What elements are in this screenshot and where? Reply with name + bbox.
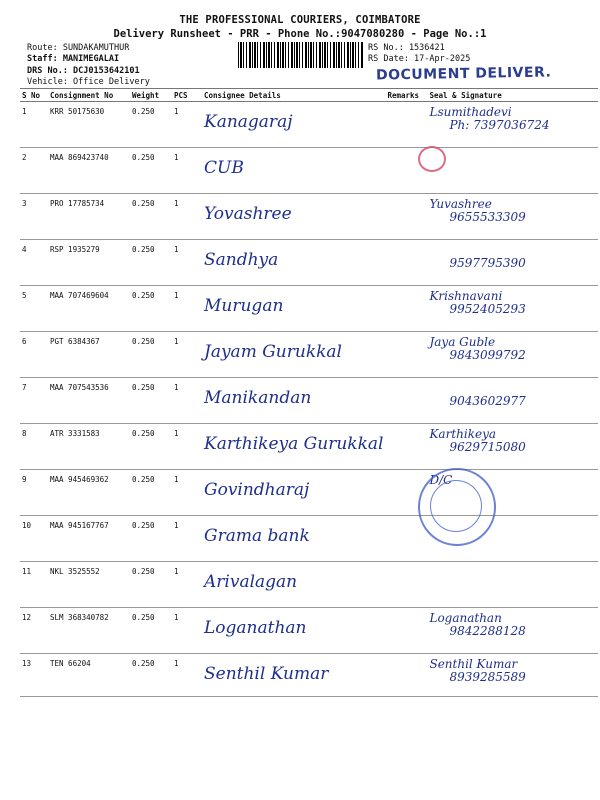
table-row bbox=[20, 562, 598, 608]
remarks-cell bbox=[385, 654, 427, 697]
pieces-count: 1 bbox=[172, 194, 202, 240]
col-seal-signature-header: Seal & Signature bbox=[427, 89, 598, 102]
serial-number: 7 bbox=[20, 378, 48, 424]
seal-signature-cell: Lsumithadevi Ph: 7397036724 bbox=[427, 102, 598, 148]
consignee-signature: Jayam Gurukkal bbox=[202, 332, 385, 378]
seal-signature-cell bbox=[427, 562, 598, 608]
seal-signature-cell: Jaya Guble 9843099792 bbox=[427, 332, 598, 378]
seal-signature-cell: 9043602977 bbox=[427, 378, 598, 424]
table-row bbox=[20, 240, 598, 286]
table-row bbox=[20, 194, 598, 240]
consignee-signature: Sandhya bbox=[202, 240, 385, 286]
consignee-signature: Grama bank bbox=[202, 516, 385, 562]
consignment-number: KRR 50175630 bbox=[48, 102, 130, 148]
consignment-number: MAA 945469362 bbox=[48, 470, 130, 516]
serial-number: 12 bbox=[20, 608, 48, 654]
table-row bbox=[20, 102, 598, 148]
document-delivered-stamp: DOCUMENT DELIVER. bbox=[375, 64, 552, 84]
consignment-number: PGT 6384367 bbox=[48, 332, 130, 378]
signature-scribble bbox=[418, 146, 446, 172]
round-seal-stamp bbox=[418, 468, 496, 546]
remarks-cell bbox=[385, 332, 427, 378]
pieces-count: 1 bbox=[172, 608, 202, 654]
weight-value: 0.250 bbox=[130, 608, 172, 654]
table-body bbox=[20, 102, 598, 697]
seal-signature-cell: Krishnavani 9952405293 bbox=[427, 286, 598, 332]
consignee-signature: Senthil Kumar bbox=[202, 654, 385, 697]
seal-signature-cell: 9597795390 bbox=[427, 240, 598, 286]
weight-value: 0.250 bbox=[130, 424, 172, 470]
consignee-signature: Murugan bbox=[202, 286, 385, 332]
seal-signature-cell: Loganathan 9842288128 bbox=[427, 608, 598, 654]
pieces-count: 1 bbox=[172, 148, 202, 194]
serial-number: 6 bbox=[20, 332, 48, 378]
weight-value: 0.250 bbox=[130, 332, 172, 378]
pieces-count: 1 bbox=[172, 516, 202, 562]
col-pcs-header: PCS bbox=[172, 89, 202, 102]
consignee-signature: CUB bbox=[202, 148, 385, 194]
weight-value: 0.250 bbox=[130, 286, 172, 332]
remarks-cell bbox=[385, 608, 427, 654]
consignment-number: ATR 3331583 bbox=[48, 424, 130, 470]
staff-label: Staff: MANIMEGALAI bbox=[27, 54, 120, 64]
runsheet-table bbox=[20, 88, 598, 697]
weight-value: 0.250 bbox=[130, 470, 172, 516]
serial-number: 1 bbox=[20, 102, 48, 148]
serial-number: 13 bbox=[20, 654, 48, 697]
seal-signature-cell: Senthil Kumar 8939285589 bbox=[427, 654, 598, 697]
barcode bbox=[238, 42, 363, 68]
consignee-signature: Yovashree bbox=[202, 194, 385, 240]
remarks-cell bbox=[385, 240, 427, 286]
remarks-cell bbox=[385, 562, 427, 608]
table-row bbox=[20, 332, 598, 378]
table-row bbox=[20, 654, 598, 697]
consignee-signature: Loganathan bbox=[202, 608, 385, 654]
consignment-number: MAA 945167767 bbox=[48, 516, 130, 562]
company-title: THE PROFESSIONAL COURIERS, COIMBATORE bbox=[179, 14, 421, 26]
rs-number: RS No.: 1536421 bbox=[368, 43, 445, 53]
consignee-signature: Govindharaj bbox=[202, 470, 385, 516]
weight-value: 0.250 bbox=[130, 378, 172, 424]
remarks-cell bbox=[385, 286, 427, 332]
table-row bbox=[20, 608, 598, 654]
weight-value: 0.250 bbox=[130, 240, 172, 286]
table-row bbox=[20, 424, 598, 470]
remarks-cell bbox=[385, 378, 427, 424]
pieces-count: 1 bbox=[172, 286, 202, 332]
pieces-count: 1 bbox=[172, 378, 202, 424]
serial-number: 4 bbox=[20, 240, 48, 286]
consignment-number: MAA 869423740 bbox=[48, 148, 130, 194]
route-label: Route: SUNDAKAMUTHUR bbox=[27, 43, 130, 53]
pieces-count: 1 bbox=[172, 654, 202, 697]
weight-value: 0.250 bbox=[130, 194, 172, 240]
remarks-cell bbox=[385, 102, 427, 148]
drs-number: DRS No.: DCJ0153642101 bbox=[27, 66, 140, 76]
consignment-number: PRO 17785734 bbox=[48, 194, 130, 240]
table-row bbox=[20, 378, 598, 424]
serial-number: 2 bbox=[20, 148, 48, 194]
col-remarks-header: Remarks bbox=[385, 89, 427, 102]
consignment-number: TEN 66204 bbox=[48, 654, 130, 697]
serial-number: 10 bbox=[20, 516, 48, 562]
table-row bbox=[20, 148, 598, 194]
weight-value: 0.250 bbox=[130, 102, 172, 148]
col-sno-header: S No bbox=[20, 89, 48, 102]
table-header-row bbox=[20, 89, 598, 102]
weight-value: 0.250 bbox=[130, 148, 172, 194]
table-row bbox=[20, 470, 598, 516]
seal-signature-cell: D/C bbox=[427, 470, 598, 516]
pieces-count: 1 bbox=[172, 424, 202, 470]
table-row bbox=[20, 516, 598, 562]
consignee-signature: Karthikeya Gurukkal bbox=[202, 424, 385, 470]
consignee-signature: Manikandan bbox=[202, 378, 385, 424]
serial-number: 11 bbox=[20, 562, 48, 608]
remarks-cell bbox=[385, 194, 427, 240]
col-consignment-header: Consignment No bbox=[48, 89, 130, 102]
weight-value: 0.250 bbox=[130, 654, 172, 697]
pieces-count: 1 bbox=[172, 562, 202, 608]
col-weight-header: Weight bbox=[130, 89, 172, 102]
vehicle-label: Vehicle: Office Delivery bbox=[27, 77, 150, 87]
remarks-cell bbox=[385, 424, 427, 470]
pieces-count: 1 bbox=[172, 240, 202, 286]
pieces-count: 1 bbox=[172, 332, 202, 378]
seal-signature-cell: Yuvashree 9655533309 bbox=[427, 194, 598, 240]
consignment-number: RSP 1935279 bbox=[48, 240, 130, 286]
seal-signature-cell: Karthikeya 9629715080 bbox=[427, 424, 598, 470]
runsheet-title: Delivery Runsheet - PRR - Phone No.:9047080280 - Page No.:1 bbox=[113, 28, 487, 40]
weight-value: 0.250 bbox=[130, 562, 172, 608]
serial-number: 5 bbox=[20, 286, 48, 332]
pieces-count: 1 bbox=[172, 470, 202, 516]
consignee-signature: Arivalagan bbox=[202, 562, 385, 608]
serial-number: 8 bbox=[20, 424, 48, 470]
consignment-number: NKL 3525552 bbox=[48, 562, 130, 608]
seal-signature-cell bbox=[427, 148, 598, 194]
consignment-number: MAA 707543536 bbox=[48, 378, 130, 424]
serial-number: 3 bbox=[20, 194, 48, 240]
serial-number: 9 bbox=[20, 470, 48, 516]
table-row bbox=[20, 286, 598, 332]
consignee-signature: Kanagaraj bbox=[202, 102, 385, 148]
pieces-count: 1 bbox=[172, 102, 202, 148]
col-consignee-header: Consignee Details bbox=[202, 89, 385, 102]
consignment-number: MAA 707469604 bbox=[48, 286, 130, 332]
rs-date: RS Date: 17-Apr-2025 bbox=[368, 54, 471, 64]
consignment-number: SLM 368340782 bbox=[48, 608, 130, 654]
weight-value: 0.250 bbox=[130, 516, 172, 562]
